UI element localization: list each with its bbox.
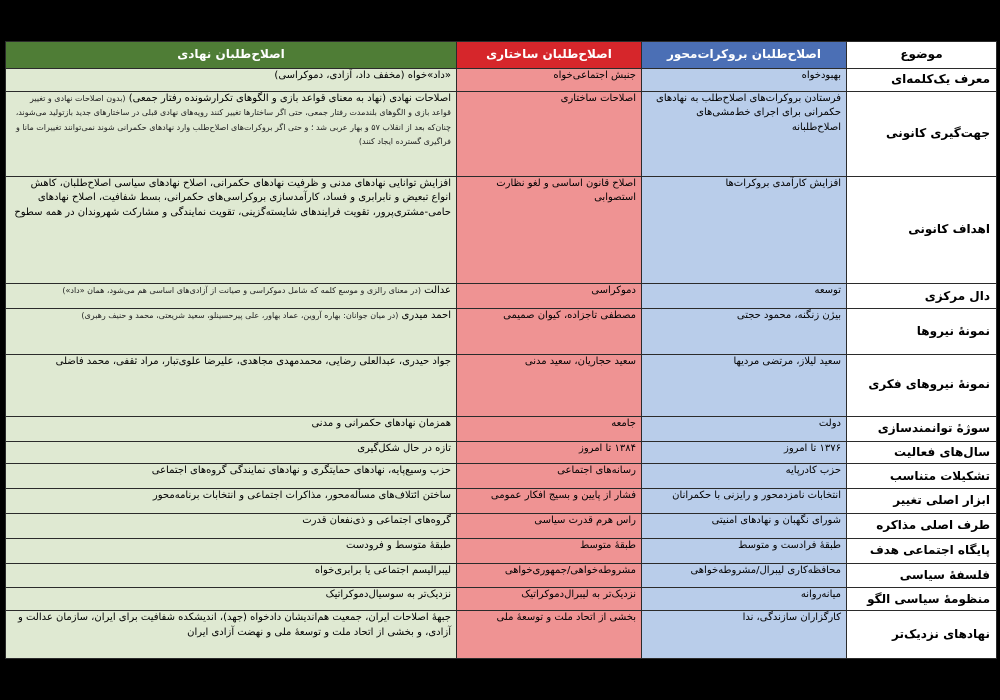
structural-cell bbox=[457, 441, 642, 464]
institutional-cell-text: گروه‌های اجتماعی و ذی‌نفعان قدرت bbox=[302, 514, 451, 526]
institutional-cell-text: «داد»خواه (مخفف داد، آزادی، دموکراسی) bbox=[274, 70, 451, 81]
institutional-cell bbox=[6, 416, 457, 441]
row-topic-cell bbox=[847, 309, 997, 355]
row-topic-cell-text: نهادهای نزدیک‌تر bbox=[892, 626, 990, 641]
institutional-cell bbox=[6, 464, 457, 489]
bureaucratic-cell-text: ۱۳۷۶ تا امروز bbox=[784, 442, 841, 454]
bureaucratic-cell-text: دولت bbox=[818, 417, 841, 429]
header-institutional: اصلاح‌طلبان نهادی bbox=[6, 42, 457, 69]
row-topic-cell-text: نمونهٔ نیروها bbox=[916, 323, 990, 338]
institutional-cell-text: افزایش توانایی نهادهای مدنی و ظرفیت نهادهای حکمرانی، اصلاح نهادهای سیاسی اصلاح‌طلبان، کاهش انواع تبعیض و نابرابری و فساد، کارآمدسازی بروکراسی‌های حکمرانی، بسط شفافیت، اصلاح نهادهای حامی-مشتری‌پرور، تقویت فرایندهای شایسته‌گزینی، تقویت نمایندگی و مشارکت شهروندان در همه سطوح bbox=[14, 177, 451, 218]
structural-cell-text: راس هرم قدرت سیاسی bbox=[534, 514, 636, 526]
institutional-note: (بدون اصلاحات نهادی و تغییر قواعد بازی و الگوهای بلندمدت رفتار جمعی، حتی اگر ساختارها تغییر کنند رویه‌های نهادی قبلی در ساختارهای جدید بازتولید می‌شوند، چنان‌که بعد از انقلاب ۵۷ و بهار عربی شد ؛ و حتی اگر بروکرات‌های اصلاح‌طلب وارد نهادهای حکمرانی شوند نمی‌توانند تغییرات مانا و فراگیری گسترده ایجاد کنند) bbox=[15, 93, 451, 147]
institutional-cell bbox=[6, 309, 457, 355]
bureaucratic-cell-text: انتخابات نامزدمحور و رایزنی با حکمرانان bbox=[672, 490, 841, 502]
institutional-cell-text: جبههٔ اصلاحات ایران، جمعیت هم‌اندیشان دادخواه (جهد)، اندیشکده شفافیت برای ایران، سازمان عدالت و آزادی، و بخشی از اتحاد ملت و توسعهٔ ملی و نهضت آزادی ایران bbox=[17, 612, 451, 638]
institutional-cell-text: نزدیک‌تر به سوسیال‌دموکراتیک bbox=[325, 589, 451, 601]
table-row bbox=[6, 588, 997, 611]
structural-cell-text: سعید حجاریان، سعید مدنی bbox=[524, 355, 636, 367]
row-topic-cell-text: فلسفهٔ سیاسی bbox=[899, 567, 990, 582]
header-topic: موضوع bbox=[847, 42, 997, 69]
row-topic-cell bbox=[847, 441, 997, 464]
institutional-cell-text: لیبرالیسم اجتماعی یا برابری‌خواه bbox=[314, 564, 451, 576]
bureaucratic-cell-text: بیژن زنگنه، محمود حجتی bbox=[736, 310, 841, 322]
institutional-cell bbox=[6, 588, 457, 611]
header-row bbox=[6, 42, 997, 69]
table-row bbox=[6, 513, 997, 538]
structural-cell bbox=[457, 284, 642, 309]
bureaucratic-cell bbox=[642, 176, 847, 284]
structural-cell-text: جنبش اجتماعی‌خواه bbox=[553, 70, 636, 81]
institutional-cell-text: طبقهٔ متوسط و فرودست bbox=[346, 539, 451, 551]
institutional-cell bbox=[6, 563, 457, 588]
bureaucratic-cell-text: سعید لیلاز، مرتضی مردیها bbox=[733, 355, 841, 367]
bureaucratic-cell-text: فرستادن بروکرات‌های اصلاح‌طلب به نهادهای حکمرانی برای اجرای خط‌مشی‌های اصلاح‌طلبانه bbox=[656, 92, 841, 133]
bureaucratic-cell-text: میانه‌روانه bbox=[800, 589, 841, 601]
institutional-cell bbox=[6, 513, 457, 538]
bureaucratic-cell bbox=[642, 538, 847, 563]
structural-cell bbox=[457, 69, 642, 92]
structural-cell-text: مشروطه‌خواهی/جمهوری‌خواهی bbox=[504, 564, 636, 576]
row-topic-cell bbox=[847, 176, 997, 284]
structural-cell-text: فشار از پایین و بسیج افکار عمومی bbox=[490, 490, 636, 502]
structural-cell-text: اصلاح قانون اساسی و لغو نظارت استصوابی bbox=[496, 177, 636, 204]
bureaucratic-cell bbox=[642, 563, 847, 588]
row-topic-cell bbox=[847, 69, 997, 92]
structural-cell bbox=[457, 588, 642, 611]
row-topic-cell-text: تشکیلات متناسب bbox=[889, 468, 990, 483]
structural-cell-text: اصلاحات ساختاری bbox=[560, 92, 636, 104]
structural-cell bbox=[457, 489, 642, 514]
bureaucratic-cell bbox=[642, 611, 847, 659]
bureaucratic-cell bbox=[642, 588, 847, 611]
row-topic-cell bbox=[847, 354, 997, 416]
structural-cell bbox=[457, 563, 642, 588]
row-topic-cell bbox=[847, 588, 997, 611]
bureaucratic-cell bbox=[642, 69, 847, 92]
row-topic-cell-text: سوژهٔ توانمندسازی bbox=[877, 420, 990, 435]
institutional-cell bbox=[6, 69, 457, 92]
row-topic-cell-text: پایگاه اجتماعی هدف bbox=[869, 543, 990, 558]
institutional-cell-text: همزمان نهادهای حکمرانی و مدنی bbox=[311, 417, 451, 429]
institutional-cell-text: حزب وسیع‌پایه، نهادهای حمایتگری و نهادهای نمایندگی گروه‌های اجتماعی bbox=[151, 465, 451, 477]
bureaucratic-cell bbox=[642, 284, 847, 309]
structural-cell bbox=[457, 91, 642, 176]
structural-cell bbox=[457, 464, 642, 489]
institutional-cell bbox=[6, 354, 457, 416]
institutional-cell bbox=[6, 441, 457, 464]
table-row bbox=[6, 284, 997, 309]
table-row bbox=[6, 69, 997, 92]
institutional-cell bbox=[6, 91, 457, 176]
row-topic-cell bbox=[847, 489, 997, 514]
table-row bbox=[6, 176, 997, 284]
institutional-cell bbox=[6, 284, 457, 309]
row-topic-cell-text: جهت‌گیری کانونی bbox=[886, 126, 990, 140]
structural-cell-text: نزدیک‌تر به لیبرال‌دموکراتیک bbox=[521, 589, 636, 601]
structural-cell bbox=[457, 309, 642, 355]
table-row bbox=[6, 464, 997, 489]
structural-cell bbox=[457, 416, 642, 441]
comparison-table-frame bbox=[0, 41, 1000, 659]
bureaucratic-cell bbox=[642, 489, 847, 514]
row-topic-cell bbox=[847, 464, 997, 489]
bureaucratic-cell-text: محافظه‌کاری لیبرال/مشروطه‌خواهی bbox=[690, 564, 841, 576]
institutional-cell-text: جواد حیدری، عبدالعلی رضایی، محمدمهدی مجاهدی، علیرضا علوی‌تبار، مراد ثقفی، محمد فاضلی bbox=[55, 355, 451, 367]
bureaucratic-cell-text: افزایش کارآمدی بروکرات‌ها bbox=[725, 177, 841, 189]
table-row bbox=[6, 538, 997, 563]
bureaucratic-cell bbox=[642, 309, 847, 355]
row-topic-cell bbox=[847, 416, 997, 441]
row-topic-cell bbox=[847, 513, 997, 538]
institutional-cell-text: تازه در حال شکل‌گیری bbox=[357, 442, 451, 454]
row-topic-cell bbox=[847, 563, 997, 588]
institutional-cell-text: ساختن ائتلاف‌های مسأله‌محور، مذاکرات اجتماعی و انتخابات برنامه‌محور bbox=[152, 490, 451, 502]
reformists-comparison-table bbox=[5, 41, 997, 659]
row-topic-cell bbox=[847, 611, 997, 659]
bureaucratic-cell-text: طبقهٔ فرادست و متوسط bbox=[738, 539, 841, 551]
structural-cell-text: دموکراسی bbox=[591, 285, 636, 297]
bureaucratic-cell-text: بهبودخواه bbox=[801, 70, 841, 81]
structural-cell-text: طبقهٔ متوسط bbox=[580, 539, 636, 551]
structural-cell bbox=[457, 354, 642, 416]
table-row bbox=[6, 416, 997, 441]
institutional-cell-text: احمد میدری bbox=[401, 310, 451, 322]
bureaucratic-cell bbox=[642, 354, 847, 416]
table-row bbox=[6, 309, 997, 355]
bureaucratic-cell-text: کارگزاران سازندگی، ندا bbox=[742, 612, 841, 624]
row-topic-cell-text: ابزار اصلی تغییر bbox=[893, 493, 990, 508]
row-topic-cell-text: معرف یک‌کلمه‌ای bbox=[891, 72, 990, 87]
institutional-cell bbox=[6, 176, 457, 284]
row-topic-cell-text: دال مرکزی bbox=[924, 288, 990, 303]
structural-cell-text: ۱۳۸۴ تا امروز bbox=[579, 442, 636, 454]
bureaucratic-cell-text: توسعه bbox=[814, 285, 841, 297]
row-topic-cell-text: طرف اصلی مذاکره bbox=[876, 518, 990, 533]
structural-cell bbox=[457, 611, 642, 659]
structural-cell-text: رسانه‌های اجتماعی bbox=[557, 465, 636, 477]
structural-cell-text: بخشی از اتحاد ملت و توسعهٔ ملی bbox=[496, 612, 636, 624]
bureaucratic-cell bbox=[642, 441, 847, 464]
institutional-cell bbox=[6, 538, 457, 563]
table-row bbox=[6, 611, 997, 659]
row-topic-cell bbox=[847, 91, 997, 176]
structural-cell bbox=[457, 538, 642, 563]
row-topic-cell bbox=[847, 284, 997, 309]
row-topic-cell-text: منظومهٔ سیاسی الگو bbox=[867, 591, 990, 606]
row-topic-cell-text: نمونهٔ نیروهای فکری bbox=[868, 377, 990, 392]
structural-cell bbox=[457, 513, 642, 538]
table-row bbox=[6, 563, 997, 588]
bureaucratic-cell bbox=[642, 416, 847, 441]
institutional-cell bbox=[6, 611, 457, 659]
table-row bbox=[6, 354, 997, 416]
institutional-cell-text: اصلاحات نهادی (نهاد به معنای قواعد بازی و الگوهای تکرارشونده رفتار جمعی) bbox=[128, 92, 451, 104]
bureaucratic-cell-text: شورای نگهبان و نهادهای امنیتی bbox=[711, 514, 841, 526]
structural-cell bbox=[457, 176, 642, 284]
row-topic-cell bbox=[847, 538, 997, 563]
header-structural: اصلاح‌طلبان ساختاری bbox=[457, 42, 642, 69]
institutional-cell-text: عدالت bbox=[424, 285, 451, 297]
bureaucratic-cell bbox=[642, 513, 847, 538]
table-row bbox=[6, 489, 997, 514]
table-row bbox=[6, 91, 997, 176]
row-topic-cell-text: اهداف کانونی bbox=[908, 222, 990, 237]
bureaucratic-cell bbox=[642, 464, 847, 489]
header-bureaucratic: اصلاح‌طلبان بروکرات‌محور bbox=[642, 42, 847, 69]
table-row bbox=[6, 441, 997, 464]
bureaucratic-cell-text: حزب کادرپایه bbox=[785, 465, 841, 477]
institutional-cell bbox=[6, 489, 457, 514]
bureaucratic-cell bbox=[642, 91, 847, 176]
institutional-note: (در میان جوانان: بهاره آروین، عماد بهاور، علی پیرحسینلو، سعید شریعتی، محمد و حنیف رهبری) bbox=[81, 311, 399, 321]
row-topic-cell-text: سال‌های فعالیت bbox=[894, 444, 990, 459]
institutional-note: (در معنای رالزی و موسع کلمه که شامل دموکراسی و صیانت از آزادی‌های اساسی هم می‌شود، همان «داد») bbox=[62, 286, 421, 296]
structural-cell-text: مصطفی تاجزاده، کیوان صمیمی bbox=[503, 310, 636, 322]
structural-cell-text: جامعه bbox=[611, 417, 636, 429]
